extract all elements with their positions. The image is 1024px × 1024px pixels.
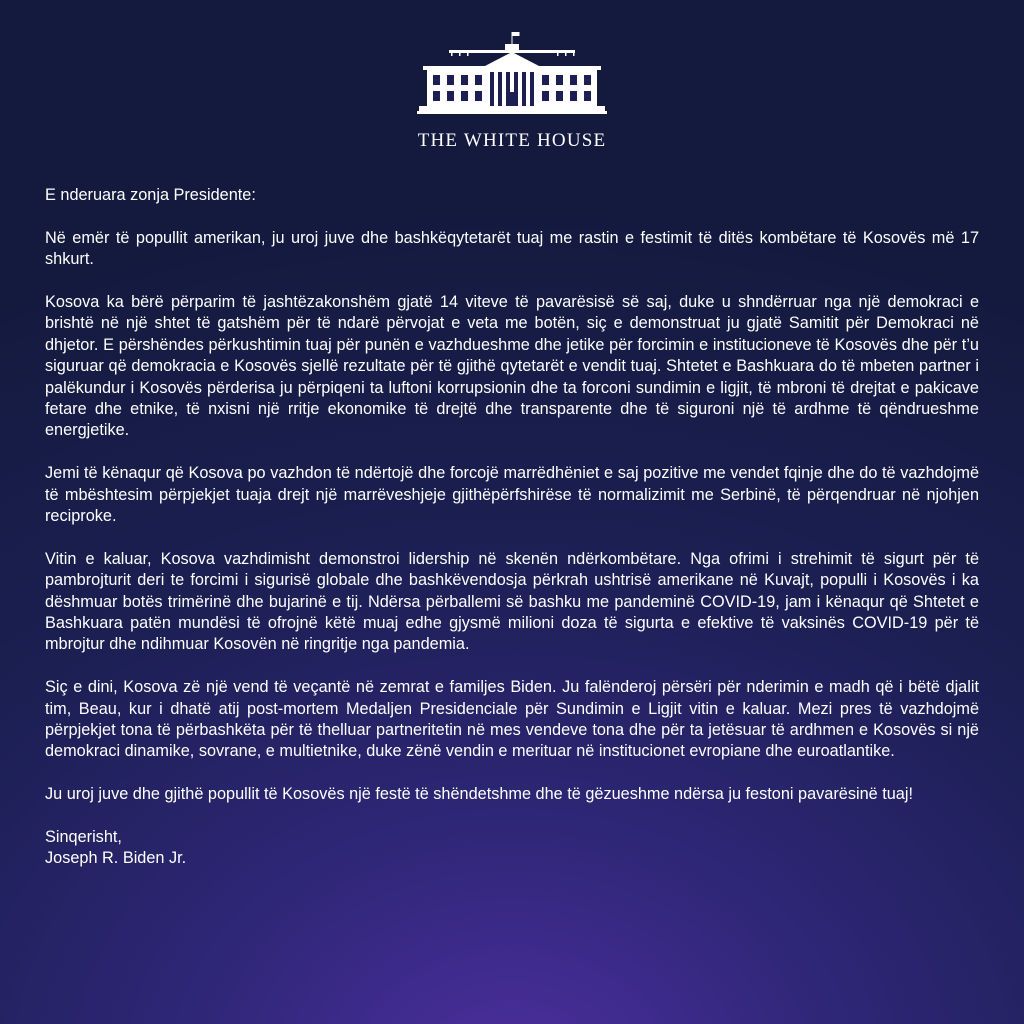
white-house-building-icon: [417, 28, 607, 120]
paragraph-5: Siç e dini, Kosova zë një vend të veçantë në zemrat e familjes Biden. Ju falënderoj përsëri për nderimin e madh që i bëtë djalit tim, Beau, kur i dhatë atij post-mortem Medaljen Presidenciale për Sundimin e Ligjit vitin e kaluar. Mezi pres të vazhdojmë përpjekjet tona të përbashkëta për të thelluar partneritetin në mes vendeve tona dhe për ta jetësuar të ardhmen e Kosovës si një demokraci dinamike, sovrane, e multietnike, duke zënë vendin e merituar në institucionet evropiane dhe euroatlantike.: [45, 678, 979, 761]
salutation: E nderuara zonja Presidente:: [45, 186, 256, 204]
paragraph-3: Jemi të kënaqur që Kosova po vazhdon të ndërtojë dhe forcojë marrëdhëniet e saj pozitive me vendet fqinje dhe do të vazhdojmë të mbështesim përpjekjet tuaja drejt një marrëveshjeje gjithëpërfshirëse të normalizimit me Serbinë, të përqendruar në njohjen reciproke.: [45, 464, 979, 526]
signature-name: Joseph R. Biden Jr.: [45, 849, 187, 868]
white-house-logo: [0, 28, 1024, 152]
paragraph-2: Kosova ka bërë përparim të jashtëzakonshëm gjatë 14 viteve të pavarësisë së saj, duke u shndërruar nga një demokraci e brishtë në një shtet të gatshëm për të ndarë përvojat e veta me botën, siç e demonstruat ju gjatë Samitit për Demokraci në dhjetor. E përshëndes përkushtimin tuaj për punën e vazhdueshme dhe jetike për forcimin e institucioneve të Kosovës dhe për t’u siguruar që demokracia e Kosovës sjellë rezultate për të gjithë qytetarët e vendit tuaj. Shtetet e Bashkuara do të mbeten partner i palëkundur i Kosovës përderisa ju përpiqeni ta luftoni korrupsionin dhe ta forconi sundimin e ligjit, të mbroni të drejtat e pakicave fetare dhe etnike, të nxisni një rritje ekonomike të drejtë dhe transparente dhe të siguroni një të ardhme të qëndrueshme energjetike.: [45, 293, 979, 440]
logo-text: THE WHITE HOUSE: [417, 130, 607, 151]
paragraph-4: Vitin e kaluar, Kosova vazhdimisht demonstroi lidership në skenën ndërkombëtare. Nga ofrimi i strehimit të sigurt për të pambrojturit deri te forcimi i sigurisë globale dhe bashkëvendosja përkrah ushtrisë amerikane në Kuvajt, populli i Kosovës i ka dëshmuar botës trimërinë dhe bujarinë e tij. Ndërsa përballemi së bashku me pandeminë COVID-19, jam i kënaqur që Shtetet e Bashkuara patën mundësi të ofrojnë këtë muaj edhe gjysmë milioni doza të sigurta e efektive të vaksinës COVID-19 për të mbrojtur dhe ndihmuar Kosovën në ringritje nga pandemia.: [45, 549, 979, 654]
letter-body: [45, 185, 979, 870]
signature-block: [45, 827, 979, 870]
closing: Sinqerisht,: [45, 828, 122, 847]
paragraph-1: Në emër të popullit amerikan, ju uroj juve dhe bashkëqytetarët tuaj me rastin e festimit të ditës kombëtare të Kosovës më 17 shkurt.: [45, 228, 979, 269]
paragraph-6: Ju uroj juve dhe gjithë popullit të Kosovës një festë të shëndetshme dhe të gëzueshme ndërsa ju festoni pavarësinë tuaj!: [45, 785, 913, 804]
